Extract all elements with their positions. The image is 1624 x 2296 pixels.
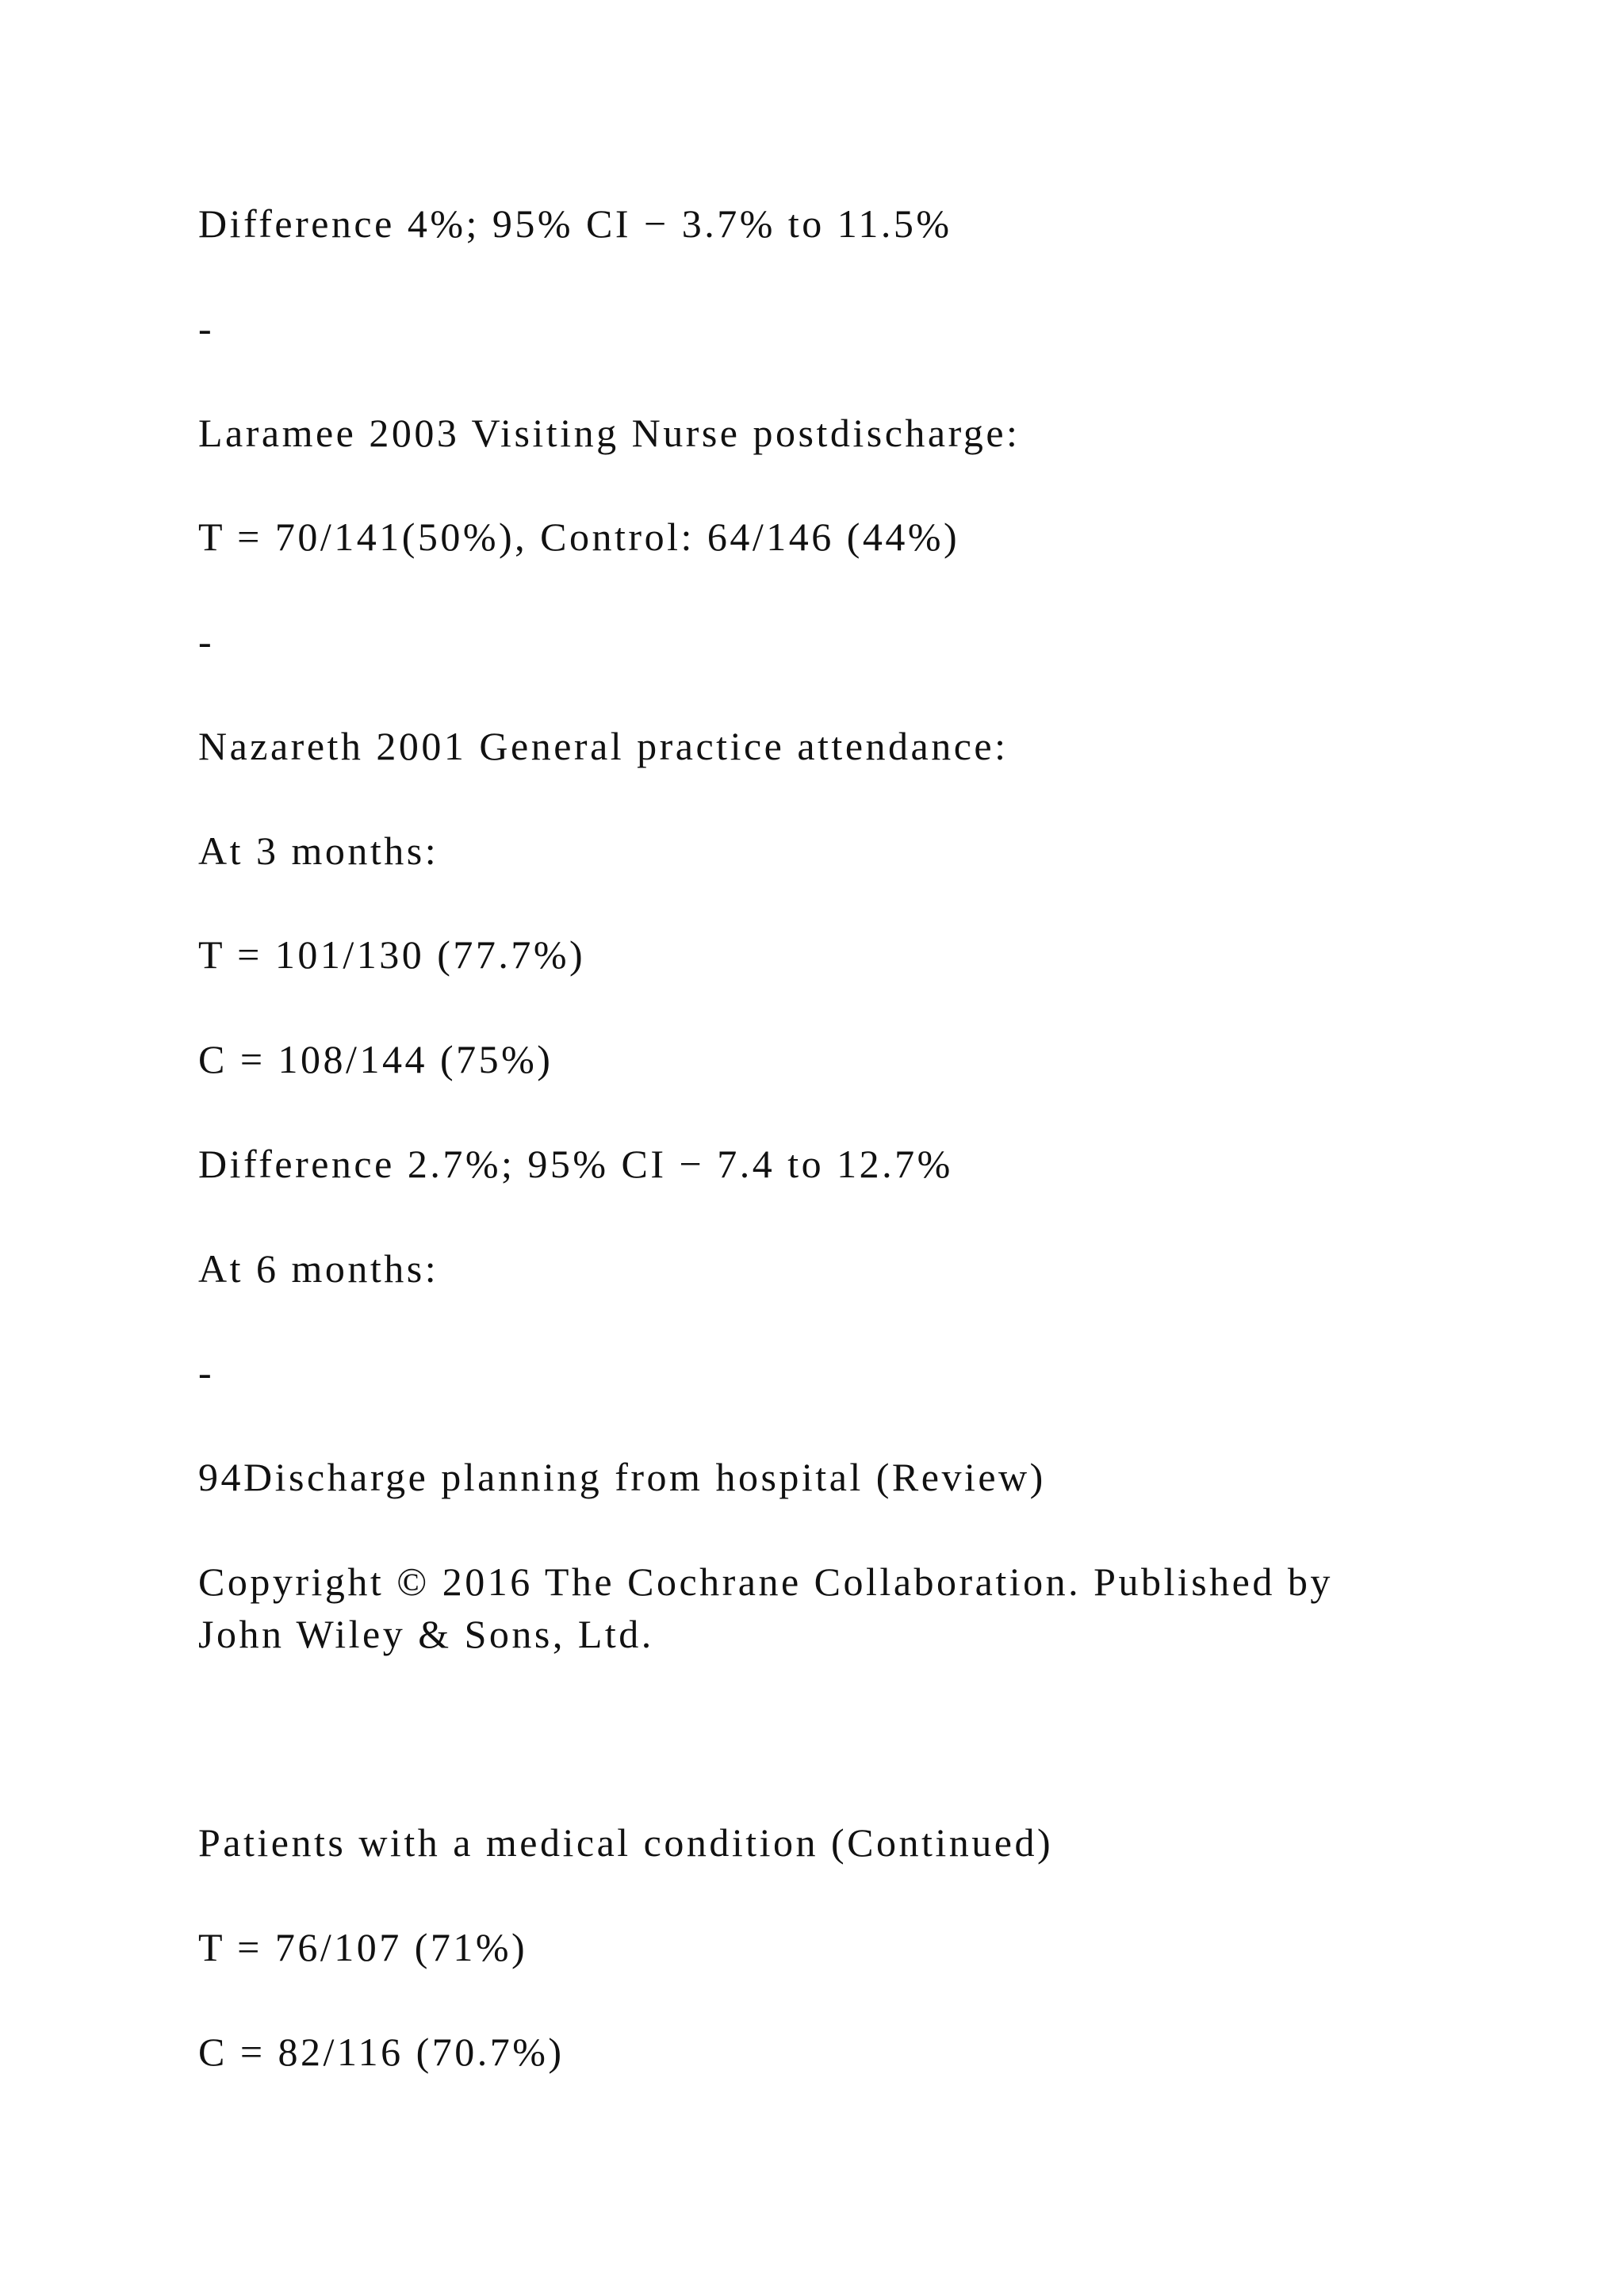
treatment-result-3m: T = 101/130 (77.7%): [198, 932, 586, 977]
difference-line-2: Difference 2.7%; 95% CI − 7.4 to 12.7%: [198, 1142, 953, 1186]
six-months-label: At 6 months:: [198, 1246, 439, 1291]
separator-dash-2: -: [198, 619, 215, 664]
laramee-result: T = 70/141(50%), Control: 64/146 (44%): [198, 515, 960, 559]
separator-dash-3: -: [198, 1350, 215, 1395]
nazareth-heading: Nazareth 2001 General practice attendance:: [198, 724, 1009, 768]
treatment-result-continued: T = 76/107 (71%): [198, 1925, 528, 1969]
laramee-heading: Laramee 2003 Visiting Nurse postdischarge:: [198, 411, 1021, 455]
three-months-label: At 3 months:: [198, 828, 439, 873]
copyright-line-1: Copyright © 2016 The Cochrane Collaboration. Published by: [198, 1559, 1333, 1604]
difference-line-1: Difference 4%; 95% CI − 3.7% to 11.5%: [198, 201, 952, 246]
copyright-line-2: John Wiley & Sons, Ltd.: [198, 1612, 654, 1656]
continued-heading: Patients with a medical condition (Continued): [198, 1820, 1054, 1865]
page-footer-title: 94Discharge planning from hospital (Review): [198, 1455, 1046, 1499]
separator-dash-1: -: [198, 306, 215, 350]
control-result-continued: C = 82/116 (70.7%): [198, 2030, 565, 2074]
control-result-3m: C = 108/144 (75%): [198, 1037, 553, 1081]
